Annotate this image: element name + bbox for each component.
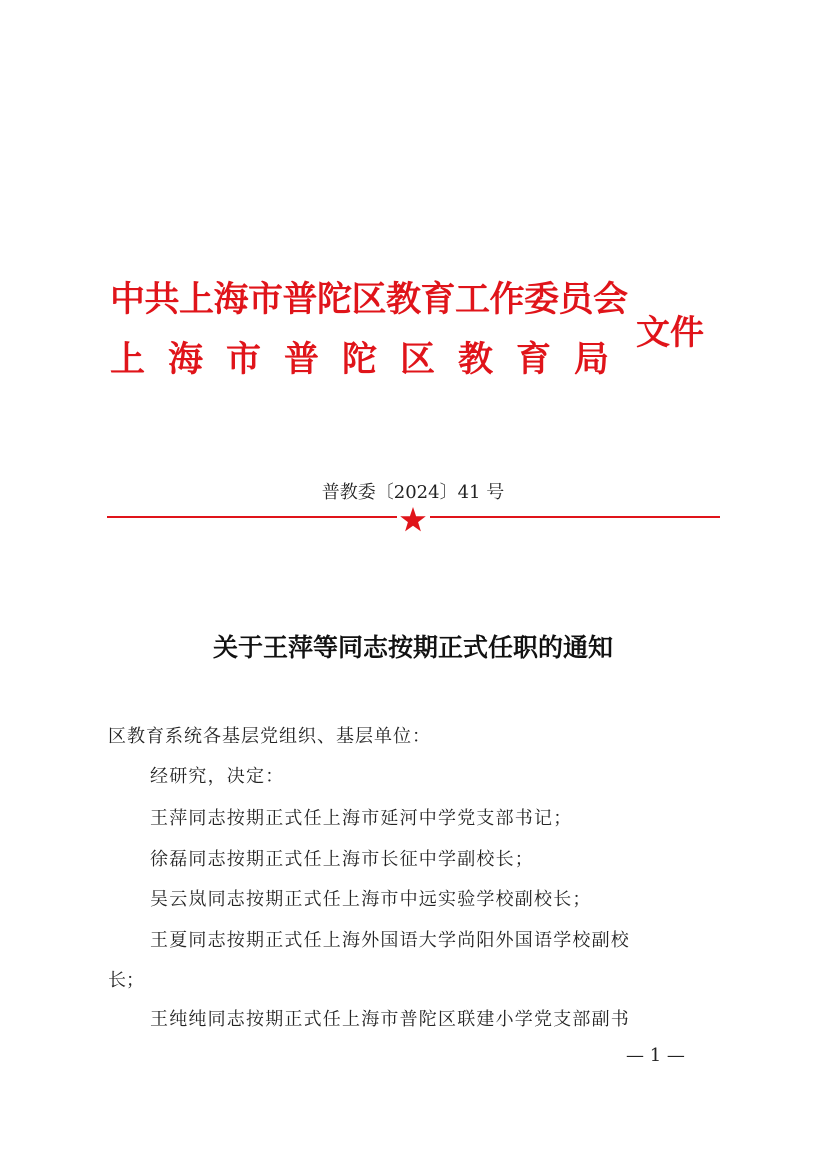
issuer-name-line-1: 中共上海市普陀区教育工作委员会 (110, 279, 628, 320)
paragraph-appointment: 王纯纯同志按期正式任上海市普陀区联建小学党支部副书 (150, 1009, 630, 1030)
page-number: — 1 — (626, 1045, 685, 1066)
issuer-document-suffix: 文件 (636, 313, 704, 353)
paragraph-appointment: 王夏同志按期正式任上海外国语大学尚阳外国语学校副校 (150, 930, 630, 951)
red-divider-left (107, 516, 397, 518)
star-icon (399, 506, 427, 534)
salutation: 区教育系统各基层党组织、基层单位： (108, 726, 431, 747)
issuer-name-line-2: 上海市普陀区教育局 (110, 339, 633, 380)
document-number: 普教委〔2024〕41 号 (321, 482, 505, 503)
paragraph-decision: 经研究，决定： (150, 766, 285, 787)
paragraph-continuation: 长； (108, 970, 144, 991)
red-divider-right (430, 516, 720, 518)
paragraph-appointment: 吴云岚同志按期正式任上海市中远实验学校副校长； (150, 889, 592, 910)
document-title: 关于王萍等同志按期正式任职的通知 (212, 633, 613, 662)
paragraph-appointment: 徐磊同志按期正式任上海市长征中学副校长； (150, 849, 534, 870)
paragraph-appointment: 王萍同志按期正式任上海市延河中学党支部书记； (150, 808, 573, 829)
